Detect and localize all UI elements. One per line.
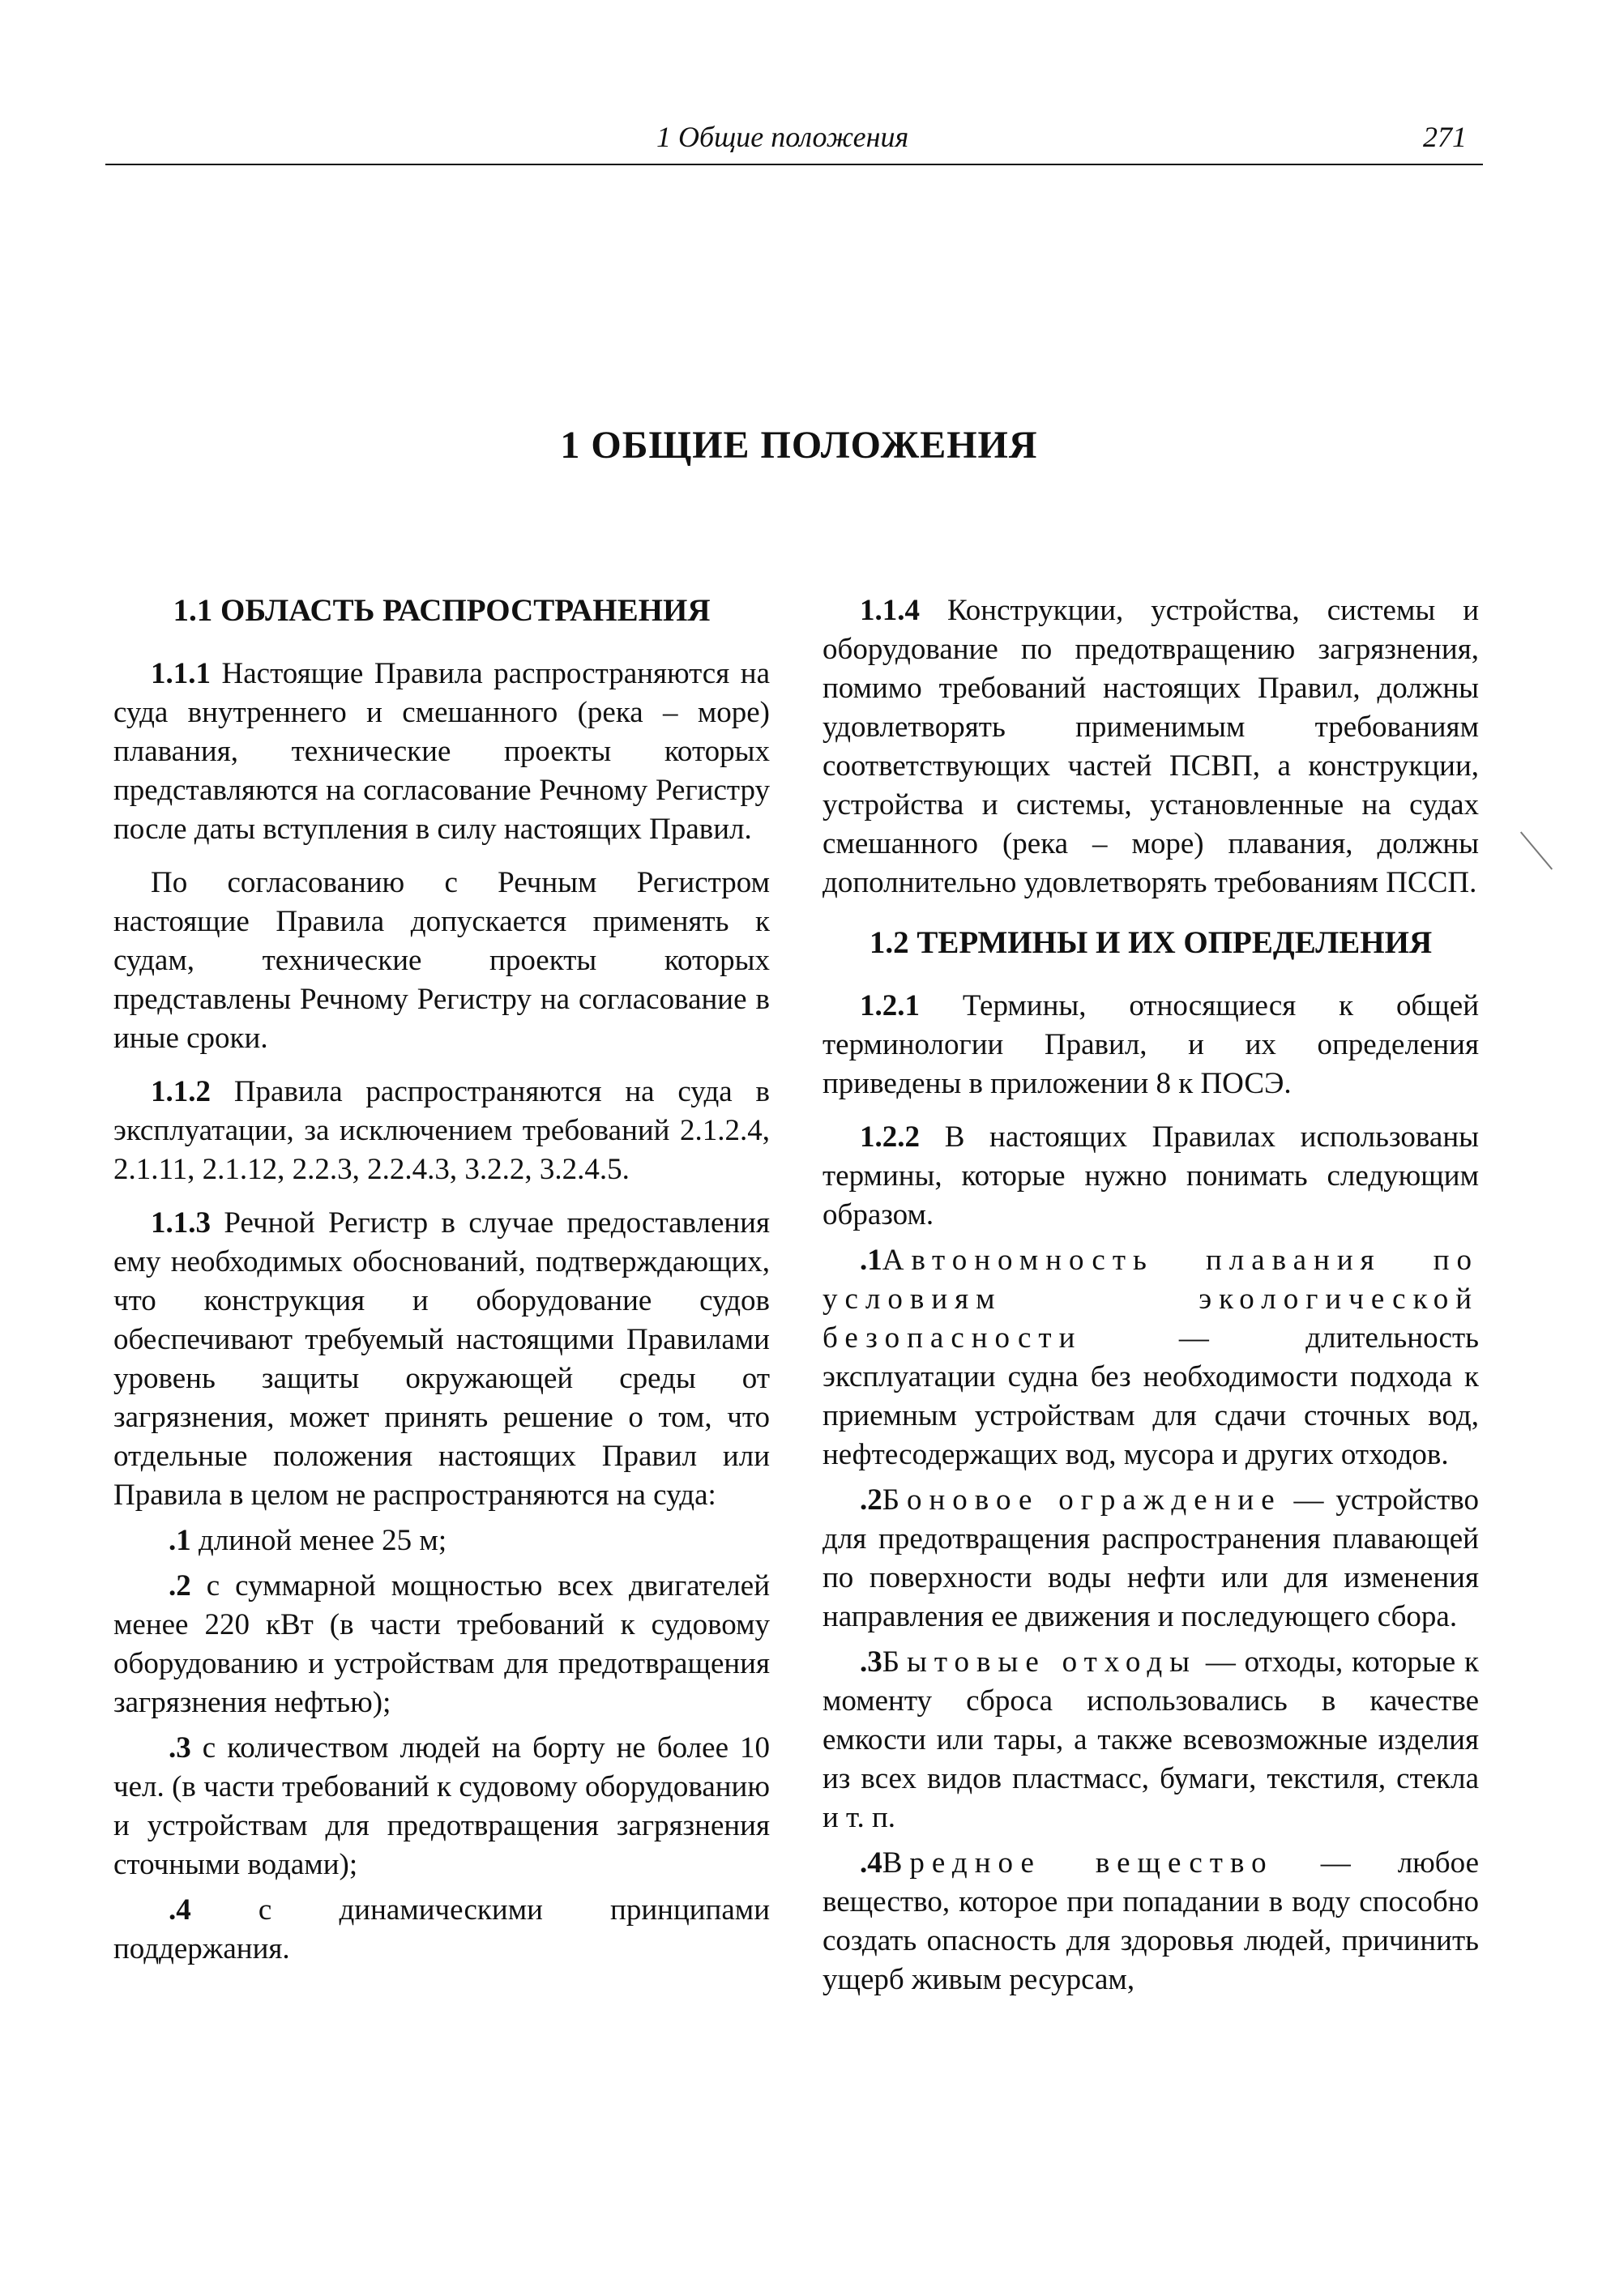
clause-number: 1.2.2 [860, 1120, 920, 1154]
term: Автономность плавания по условиям экологической безопасности [822, 1244, 1479, 1355]
term-number: .4 [860, 1846, 882, 1880]
chapter-title: 1 ОБЩИЕ ПОЛОЖЕНИЯ [560, 424, 1038, 467]
paragraph-1-2-1 [822, 987, 1479, 1103]
list-item [113, 1521, 770, 1560]
item-number: .3 [169, 1731, 191, 1765]
item-text: с количеством людей на борту не более 10 чел. (в части требований к судовому оборудованию и устройствам для предотвращения загрязнения сточными водами); [113, 1731, 770, 1881]
clause-text: Конструкции, устройства, системы и оборудование по предотвращению загрязнения, помимо требований настоящих Правил, должны удовлетворять применимым требованиям соответствующих частей ПСВП, а конструкции, устройства и системы, установленные на судах смешанного (река – море) плавания, должны дополнительно удовлетворять требованиям ПССП. [822, 594, 1479, 899]
paragraph-1-1-1 [113, 655, 770, 849]
term-definition [822, 1241, 1479, 1474]
paragraph-1-1-2 [113, 1073, 770, 1189]
clause-number: 1.1.2 [151, 1075, 211, 1108]
item-number: .2 [169, 1569, 191, 1603]
term-number: .3 [860, 1645, 882, 1679]
item-number: .1 [169, 1524, 191, 1557]
term-definition [822, 1643, 1479, 1837]
left-column [113, 591, 770, 1975]
term-definition-text: — любое вещество, которое при попадании в воду способно создать опасность для здоровья людей, причинить ущерб живым ресурсам, [822, 1846, 1479, 1996]
term-definition [822, 1844, 1479, 1999]
term-definition-text: — отходы, которые к моменту сброса использовались в качестве емкости или тары, а также всевозможные изделия из всех видов пластмасс, бумаги, текстиля, стекла и т. п. [822, 1645, 1479, 1834]
section-heading-1-2: 1.2 ТЕРМИНЫ И ИХ ОПРЕДЕЛЕНИЯ [869, 925, 1433, 960]
clause-text: Правила распространяются на суда в эксплуатации, за исключением требований 2.1.2.4, 2.1.11, 2.1.12, 2.2.3, 2.2.4.3, 3.2.2, 3.2.4.5. [113, 1075, 770, 1186]
paragraph-1-1-4 [822, 591, 1479, 903]
term-definition-text: — устройство для предотвращения распространения плавающей по поверхности воды нефти или для изменения направления ее движения и последующего сбора. [822, 1483, 1480, 1633]
paragraph-1-1-3 [113, 1204, 770, 1515]
right-column [822, 591, 1479, 2006]
item-text: длиной менее 25 м; [190, 1524, 447, 1557]
running-header [105, 115, 1483, 165]
page-number: 271 [1423, 121, 1467, 153]
term-number: .2 [860, 1483, 882, 1517]
term: Боновое ограждение [882, 1483, 1282, 1517]
clause-text: В настоящих Правилах использованы термины, которые нужно понимать следующим образом. [822, 1120, 1479, 1231]
list-item [113, 1729, 770, 1884]
term: Бытовые отходы [882, 1645, 1198, 1679]
paragraph-1-2-2 [822, 1118, 1479, 1235]
term-number: .1 [860, 1244, 882, 1277]
scan-artifact-mark [1520, 831, 1553, 869]
clause-text: Речной Регистр в случае предоставления ему необходимых обоснований, подтверждающих, что конструкция и оборудование судов обеспечивают требуемый настоящими Правилами уровень защиты окружающей среды от загрязнения, может принять решение о том, что отдельные положения настоящих Правил или Правила в целом не распространяются на суда: [113, 1206, 770, 1512]
clause-number: 1.1.1 [151, 657, 211, 690]
term-definition [822, 1481, 1479, 1637]
clause-text: Термины, относящиеся к общей терминологии Правил, и их определения приведены в приложении 8 к ПОСЭ. [822, 989, 1479, 1100]
list-item [113, 1567, 770, 1722]
clause-number: 1.1.4 [860, 594, 920, 627]
term-definition-text: — длительность эксплуатации судна без необходимости подхода к приемным устройствам для сдачи сточных вод, нефтесодержащих вод, мусора и других отходов. [822, 1321, 1479, 1471]
item-number: .4 [169, 1893, 191, 1927]
item-text: с динамическими принципами поддержания. [113, 1893, 770, 1965]
term: Вредное вещество [882, 1846, 1274, 1880]
clause-number: 1.2.1 [860, 989, 920, 1022]
clause-number: 1.1.3 [151, 1206, 211, 1240]
section-heading-1-1: 1.1 ОБЛАСТЬ РАСПРОСТРАНЕНИЯ [173, 593, 711, 628]
clause-text: Настоящие Правила распространяются на суда внутреннего и смешанного (река – море) плавания, технические проекты которых представляются на согласование Речному Регистру после даты вступления в силу настоящих Правил. [113, 657, 770, 846]
running-title: 1 Общие положения [656, 121, 909, 153]
list-item [113, 1891, 770, 1969]
paragraph-1-1-1-continued: По согласованию с Речным Регистром настоящие Правила допускается применять к судам, технические проекты которых представлены Речному Регистру на согласование в иные сроки. [113, 866, 770, 1055]
item-text: с суммарной мощностью всех двигателей менее 220 кВт (в части требований к судовому оборудованию и устройствам для предотвращения загрязнения нефтью); [113, 1569, 770, 1719]
